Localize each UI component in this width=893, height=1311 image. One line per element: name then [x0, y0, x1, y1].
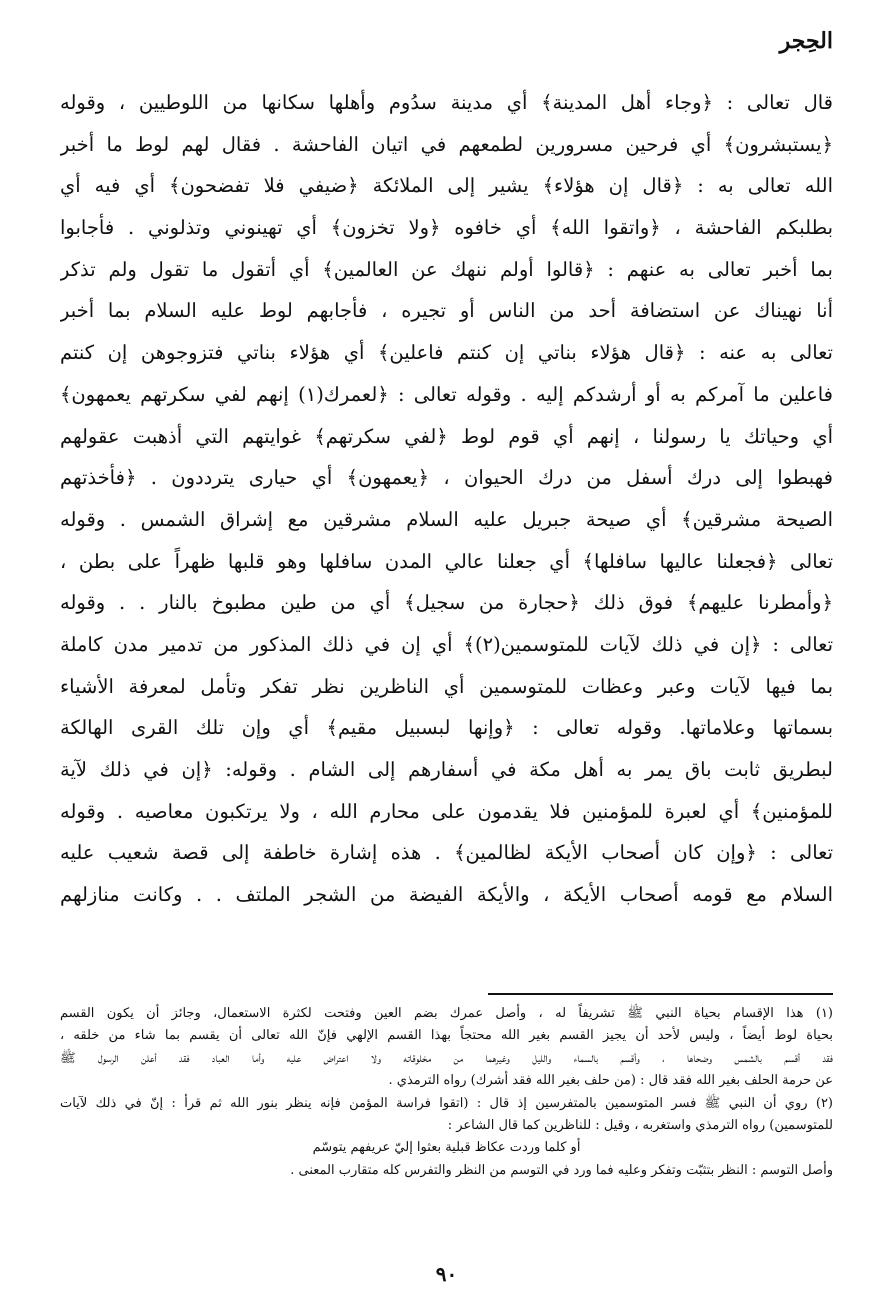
- body-line: فاعلين ما آمركم به أو أرشدكم إليه . وقوله تعالى : ﴿لعمرك(١) إنهم لفي سكرتهم يعمهون﴾: [60, 382, 833, 406]
- page-number: ٩٠: [435, 1262, 458, 1286]
- footnotes: [60, 1003, 833, 1233]
- body-line: لبطريق ثابت باق يمر به أهل مكة في أسفارهم إلى الشام . وقوله: ﴿إن في ذلك لآية: [60, 758, 833, 781]
- surah-title: الحِجر: [779, 28, 833, 54]
- body-line: فهبطوا إلى درك أسفل من درك الحيوان ، ﴿يعمهون﴾ أي حيارى يترددون . ﴿فأخذتهم: [60, 466, 833, 490]
- body-line: بما أخبر تعالى به عنهم : ﴿قالوا أولم ننهك عن العالمين﴾ أي أتقول ما تقول ولم تذكر: [60, 257, 833, 281]
- body-line: السلام مع قومه أصحاب الأيكة ، والأيكة الفيضة من الشجر الملتف . . وكانت منازلهم: [60, 883, 833, 907]
- main-text: [60, 82, 833, 987]
- body-line: الصيحة مشرقين﴾ أي صيحة جبريل عليه السلام مشرقين مع إشراق الشمس . وقوله: [60, 507, 833, 531]
- footnote-line: بحياة لوط أيضاً ، وليس لأحد أن يجيز القسم بغير الله محتجاً بهذا القسم الإلهي فإنّ الله تعالى أن يقسم بما شاء من خلقه ،: [60, 1028, 833, 1044]
- body-line: أنا نهيناك عن استضافة أحد من الناس أو تجيره ، فأجابهم لوط عليه السلام بما أخبر: [60, 299, 833, 323]
- body-line: بسماتها وعلاماتها. وقوله تعالى : ﴿وإنها لبسبيل مقيم﴾ أي وإن تلك القرى الهالكة: [60, 716, 833, 740]
- footnote-divider: [488, 993, 833, 995]
- footnote-line: عن حرمة الحلف بغير الله فقد قال : (من حلف بغير الله فقد أشرك) رواه الترمذي .: [388, 1073, 833, 1089]
- body-line: تعالى : ﴿إن في ذلك لآيات للمتوسمين(٢)﴾ أي إن في ذلك المذكور من تدمير مدن كاملة: [60, 632, 833, 656]
- body-line: الله تعالى به : ﴿قال إن هؤلاء﴾ يشير إلى الملائكة ﴿ضيفي فلا تفضحون﴾ أي فيه أي: [60, 174, 833, 198]
- body-line: تعالى : ﴿وإن كان أصحاب الأيكة لظالمين﴾ . هذه إشارة خاطفة إلى قصة شعيب عليه: [60, 841, 833, 865]
- body-line: تعالى ﴿فجعلنا عاليها سافلها﴾ أي جعلنا عالي المدن سافلها وهو قلبها ظهراً على بطن ،: [60, 549, 833, 573]
- footnote-line: فقد أقسم بالشمس وضحاها ، وأقسم بالسماء والليل وغيرهما من مخلوقاته ولا اعتراض عليه وأما العباد فقد أعلن الرسول ﷺ: [60, 1050, 833, 1066]
- body-line: للمؤمنين﴾ أي لعبرة للمؤمنين فلا يقدمون على محارم الله ، ولا يرتكبون معاصيه . وقوله: [60, 799, 833, 823]
- body-line: ﴿يستبشرون﴾ أي فرحين مسرورين لطمعهم في اتيان الفاحشة . فقال لهم لوط ما أخبر: [60, 132, 833, 156]
- footnote-line: (٢) روي أن النبي ﷺ فسر المتوسمين بالمتفرسين إذ قال : (اتقوا فراسة المؤمن فإنه ينظر بنور الله ثم قرأ : إنّ في ذلك لآيات: [60, 1095, 833, 1111]
- body-line: قال تعالى : ﴿وجاء أهل المدينة﴾ أي مدينة سدُوم وأهلها سكانها من اللوطيين ، وقوله: [60, 91, 833, 114]
- body-line: أي وحياتك يا رسولنا ، إنهم أي قوم لوط ﴿لفي سكرتهم﴾ غوايتهم التي أذهبت عقولهم: [60, 424, 833, 448]
- body-line: ﴿وأمطرنا عليهم﴾ فوق ذلك ﴿حجارة من سجيل﴾ أي من طين مطبوخ بالنار . . وقوله: [60, 591, 833, 615]
- footnote-verse: أو كلما وردت عكاظ قبلية بعثوا إليّ عريفهم يتوسّم: [312, 1140, 581, 1156]
- footnote-line: (١) هذا الإقسام بحياة النبي ﷺ تشريفاً له ، وأصل عمرك بضم العين وفتحت لكثرة الاستعمال، وجائز أن يكون القسم: [60, 1006, 833, 1021]
- body-line: بما فيها لآيات وعبر وعظات للمتوسمين أي الناظرين نظر تفكر وتأمل لمعرفة الأشياء: [60, 674, 833, 698]
- body-line: بطلبكم الفاحشة ، ﴿واتقوا الله﴾ أي خافوه ﴿ولا تخزون﴾ أي تهينوني وتذلوني . فأجابوا: [60, 216, 833, 240]
- footnote-line: وأصل التوسم : النظر بتثبّت وتفكر وعليه فما ورد في التوسم من النظر والتفرس كله متقارب المعنى .: [290, 1162, 833, 1178]
- body-line: تعالى به عنه : ﴿قال هؤلاء بناتي إن كنتم فاعلين﴾ أي هؤلاء بناتي فتزوجوهن إن كنتم: [60, 341, 833, 365]
- footnote-line: للمتوسمين) رواه الترمذي واستغربه ، وقيل : للناظرين كما قال الشاعر :: [447, 1117, 833, 1133]
